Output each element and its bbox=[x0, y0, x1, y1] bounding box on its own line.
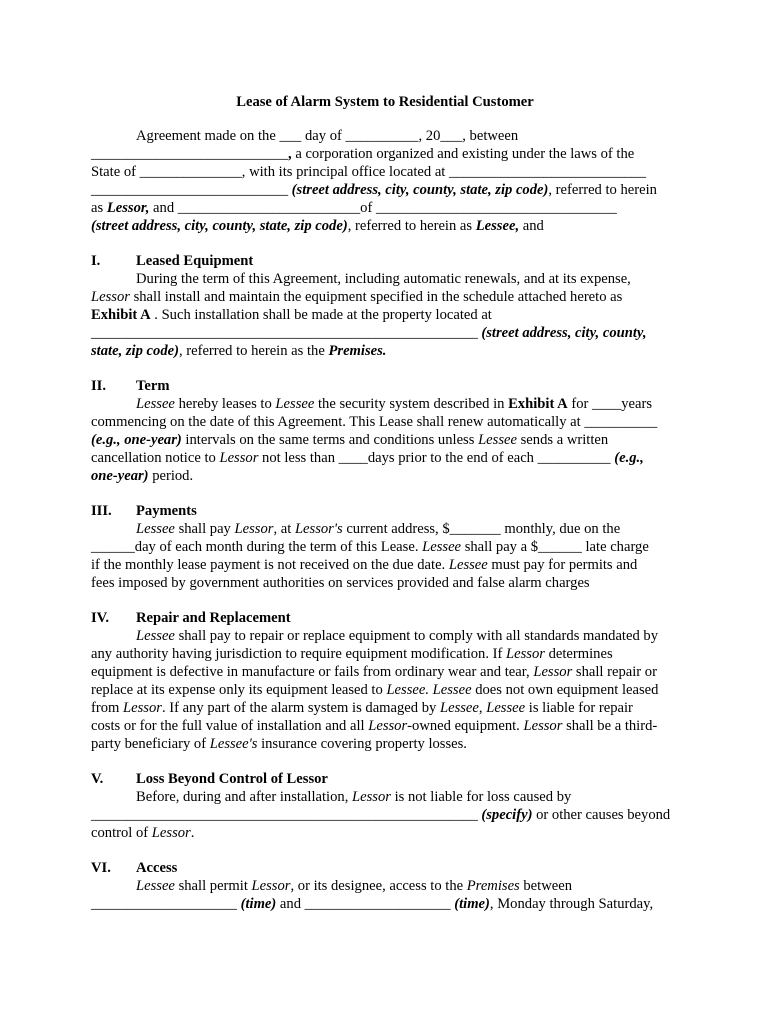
text-run: ____________________ bbox=[91, 896, 241, 912]
text-run: Lessee bbox=[275, 396, 315, 412]
document-title: Lease of Alarm System to Residential Customer bbox=[236, 94, 534, 110]
text-run: as bbox=[91, 200, 107, 216]
text-run: Premises. bbox=[328, 343, 387, 359]
text-run: , referred to herein as bbox=[347, 218, 476, 234]
text-run: and bbox=[519, 218, 544, 234]
section-leased-equipment bbox=[91, 252, 691, 360]
text-run: if the monthly lease payment is not received on the due date. bbox=[91, 557, 449, 573]
section-number: IV. bbox=[91, 610, 109, 626]
text-run: one-year) bbox=[91, 468, 149, 484]
section-payments bbox=[91, 502, 691, 592]
section-heading bbox=[91, 502, 691, 520]
section-heading bbox=[91, 377, 691, 395]
text-run: Lessee bbox=[136, 878, 175, 894]
text-run: shall be a third- bbox=[562, 718, 658, 734]
text-run: ______day of each month during the term of this Lease. bbox=[91, 539, 423, 555]
text-run: During the term of this Agreement, including automatic renewals, and at its expense, bbox=[136, 271, 631, 287]
text-line bbox=[91, 627, 691, 645]
text-line bbox=[91, 824, 691, 842]
text-run: Lessor bbox=[234, 521, 274, 537]
section-term bbox=[91, 377, 691, 485]
text-line bbox=[91, 199, 691, 217]
text-run: a corporation organized and existing under the laws of the bbox=[291, 146, 635, 162]
text-run: Lessor bbox=[123, 700, 162, 716]
text-run: (street address, city, county, state, zip code) bbox=[291, 182, 549, 198]
text-line bbox=[91, 556, 691, 574]
text-run: and _________________________of _________________________________ bbox=[149, 200, 617, 216]
text-run: is not liable for loss caused by bbox=[390, 789, 572, 805]
text-line bbox=[91, 449, 691, 467]
text-line bbox=[91, 342, 691, 360]
text-run: Lessor, bbox=[106, 200, 150, 216]
text-run: . Such installation shall be made at the property located at bbox=[150, 307, 492, 323]
text-run: , referred to herein as the bbox=[178, 343, 329, 359]
text-run: costs or for the full value of installation and all bbox=[91, 718, 369, 734]
text-run: Lessor's bbox=[294, 521, 343, 537]
section-number: VI. bbox=[91, 860, 111, 876]
section-title: Repair and Replacement bbox=[136, 610, 291, 626]
text-run: period. bbox=[148, 468, 194, 484]
text-run: Exhibit A bbox=[508, 396, 568, 412]
text-run: shall permit bbox=[174, 878, 252, 894]
text-run: Lessor bbox=[251, 878, 291, 894]
text-line bbox=[91, 163, 691, 181]
intro-paragraph bbox=[91, 127, 691, 235]
text-line bbox=[91, 645, 691, 663]
text-run: , at bbox=[273, 521, 295, 537]
text-run: must pay for permits and bbox=[487, 557, 638, 573]
text-run: or other causes beyond bbox=[532, 807, 671, 823]
text-run: fees imposed by government authorities on services provided and false alarm charges bbox=[91, 575, 590, 591]
text-run: , bbox=[478, 700, 487, 716]
section-heading bbox=[91, 770, 691, 788]
text-run: Lessee bbox=[478, 432, 517, 448]
text-run: Lessee bbox=[448, 557, 488, 573]
text-run: Lessee. Lessee bbox=[386, 682, 472, 698]
section-title: Payments bbox=[136, 503, 197, 519]
text-run: (street address, city, county, bbox=[481, 325, 647, 341]
text-run: Exhibit A bbox=[91, 307, 151, 323]
text-run: for ____years bbox=[567, 396, 652, 412]
section-loss-beyond-control bbox=[91, 770, 691, 842]
text-run: Lessee bbox=[136, 521, 175, 537]
text-run: _____________________________________________________ bbox=[91, 325, 482, 341]
text-line bbox=[91, 877, 691, 895]
section-heading bbox=[91, 859, 691, 877]
text-run: ___________________________ bbox=[91, 182, 292, 198]
text-line bbox=[91, 681, 691, 699]
text-run: cancellation notice to bbox=[91, 450, 220, 466]
text-run: Lessor bbox=[506, 646, 545, 662]
text-run: Premises bbox=[466, 878, 520, 894]
text-line bbox=[91, 806, 691, 824]
text-run: replace at its expense only its equipment leased to bbox=[91, 682, 387, 698]
text-line bbox=[91, 717, 691, 735]
section-repair-and-replacement bbox=[91, 609, 691, 753]
text-run: , referred to herein bbox=[548, 182, 657, 198]
text-line bbox=[91, 145, 691, 163]
text-line bbox=[91, 270, 691, 288]
text-line bbox=[91, 520, 691, 538]
section-number: I. bbox=[91, 253, 101, 269]
text-run: determines bbox=[544, 646, 613, 662]
text-run: Lessor bbox=[151, 825, 191, 841]
text-line bbox=[91, 574, 691, 592]
text-run: commencing on the date of this Agreement. This Lease shall renew automatically at __________ bbox=[91, 414, 658, 430]
text-line bbox=[91, 395, 691, 413]
section-heading bbox=[91, 252, 691, 270]
text-run: Lessee bbox=[422, 539, 462, 555]
text-line bbox=[91, 467, 691, 485]
section-title: Access bbox=[136, 860, 178, 876]
text-run: Lessor bbox=[219, 450, 259, 466]
text-line bbox=[91, 127, 691, 145]
text-run: Lessee's bbox=[209, 736, 258, 752]
section-number: III. bbox=[91, 503, 112, 519]
text-run: Lessee bbox=[136, 396, 175, 412]
text-run: shall install and maintain the equipment specified in the schedule attached hereto as bbox=[129, 289, 623, 305]
text-run: , or its designee, access to the bbox=[290, 878, 467, 894]
text-run: (time) bbox=[240, 896, 277, 912]
text-line bbox=[91, 699, 691, 717]
text-line bbox=[91, 788, 691, 806]
section-number: V. bbox=[91, 771, 104, 787]
text-line bbox=[91, 413, 691, 431]
section-heading bbox=[91, 609, 691, 627]
text-run: State of ______________, with its principal office located at ___________________________ bbox=[91, 164, 647, 180]
text-run: Lessor bbox=[91, 289, 130, 305]
text-line bbox=[91, 181, 691, 199]
text-run: Lessor bbox=[523, 718, 563, 734]
text-run: Lessee bbox=[136, 628, 175, 644]
text-run: current address, $_______ monthly, due on the bbox=[342, 521, 621, 537]
text-run: does not own equipment leased bbox=[471, 682, 659, 698]
text-run: Lessor bbox=[352, 789, 391, 805]
text-line bbox=[91, 306, 691, 324]
text-run: Lessee, bbox=[475, 218, 520, 234]
text-run: (specify) bbox=[481, 807, 533, 823]
text-line bbox=[91, 735, 691, 753]
text-run: Lessee bbox=[439, 700, 479, 716]
text-line bbox=[91, 217, 691, 235]
text-run: _____________________________________________________ bbox=[91, 807, 482, 823]
text-run: , bbox=[288, 146, 292, 162]
text-run: between bbox=[519, 878, 573, 894]
text-run: shall pay to repair or replace equipment to comply with all standards mandated by bbox=[174, 628, 658, 644]
section-title: Leased Equipment bbox=[136, 253, 254, 269]
text-run: and ____________________ bbox=[276, 896, 455, 912]
text-run: insurance covering property losses. bbox=[257, 736, 467, 752]
text-run: sends a written bbox=[516, 432, 609, 448]
text-run: -owned equipment. bbox=[407, 718, 524, 734]
section-title: Loss Beyond Control of Lessor bbox=[136, 771, 328, 787]
text-line bbox=[91, 324, 691, 342]
text-run: the security system described in bbox=[314, 396, 509, 412]
text-run: . bbox=[190, 825, 195, 841]
text-run: any authority having jurisdiction to require equipment modification. If bbox=[91, 646, 507, 662]
text-run: , Monday through Saturday, bbox=[489, 896, 654, 912]
text-line bbox=[91, 538, 691, 556]
text-run: ___________________________ bbox=[91, 146, 289, 162]
text-line bbox=[91, 895, 691, 913]
text-run: control of bbox=[91, 825, 152, 841]
text-run: hereby leases to bbox=[174, 396, 276, 412]
text-run: from bbox=[91, 700, 124, 716]
text-run: party beneficiary of bbox=[91, 736, 210, 752]
section-number: II. bbox=[91, 378, 107, 394]
text-run: Lessor bbox=[368, 718, 408, 734]
text-run: Agreement made on the ___ day of __________, 20___, between bbox=[136, 128, 519, 144]
text-run: . If any part of the alarm system is damaged by bbox=[161, 700, 440, 716]
text-run: equipment is defective in manufacture or fails from ordinary wear and tear, bbox=[91, 664, 534, 680]
text-run: (time) bbox=[454, 896, 490, 912]
text-line bbox=[91, 663, 691, 681]
text-run: (street address, city, county, state, zip code) bbox=[91, 218, 348, 234]
text-run: shall pay bbox=[174, 521, 235, 537]
text-run: Before, during and after installation, bbox=[136, 789, 352, 805]
text-run: Lessor bbox=[533, 664, 573, 680]
text-run: state, zip code) bbox=[91, 343, 179, 359]
section-title: Term bbox=[136, 378, 170, 394]
text-run: (e.g., one-year) bbox=[91, 432, 182, 448]
text-line bbox=[91, 288, 691, 306]
text-run: Lessee bbox=[486, 700, 526, 716]
text-run: not less than ____days prior to the end of each __________ bbox=[258, 450, 615, 466]
text-run: shall pay a $______ late charge bbox=[461, 539, 649, 555]
text-run: is liable for repair bbox=[525, 700, 633, 716]
text-run: (e.g., bbox=[614, 450, 644, 466]
text-line bbox=[91, 431, 691, 449]
text-run: shall repair or bbox=[572, 664, 657, 680]
section-access bbox=[91, 859, 691, 913]
text-run: intervals on the same terms and conditions unless bbox=[181, 432, 479, 448]
